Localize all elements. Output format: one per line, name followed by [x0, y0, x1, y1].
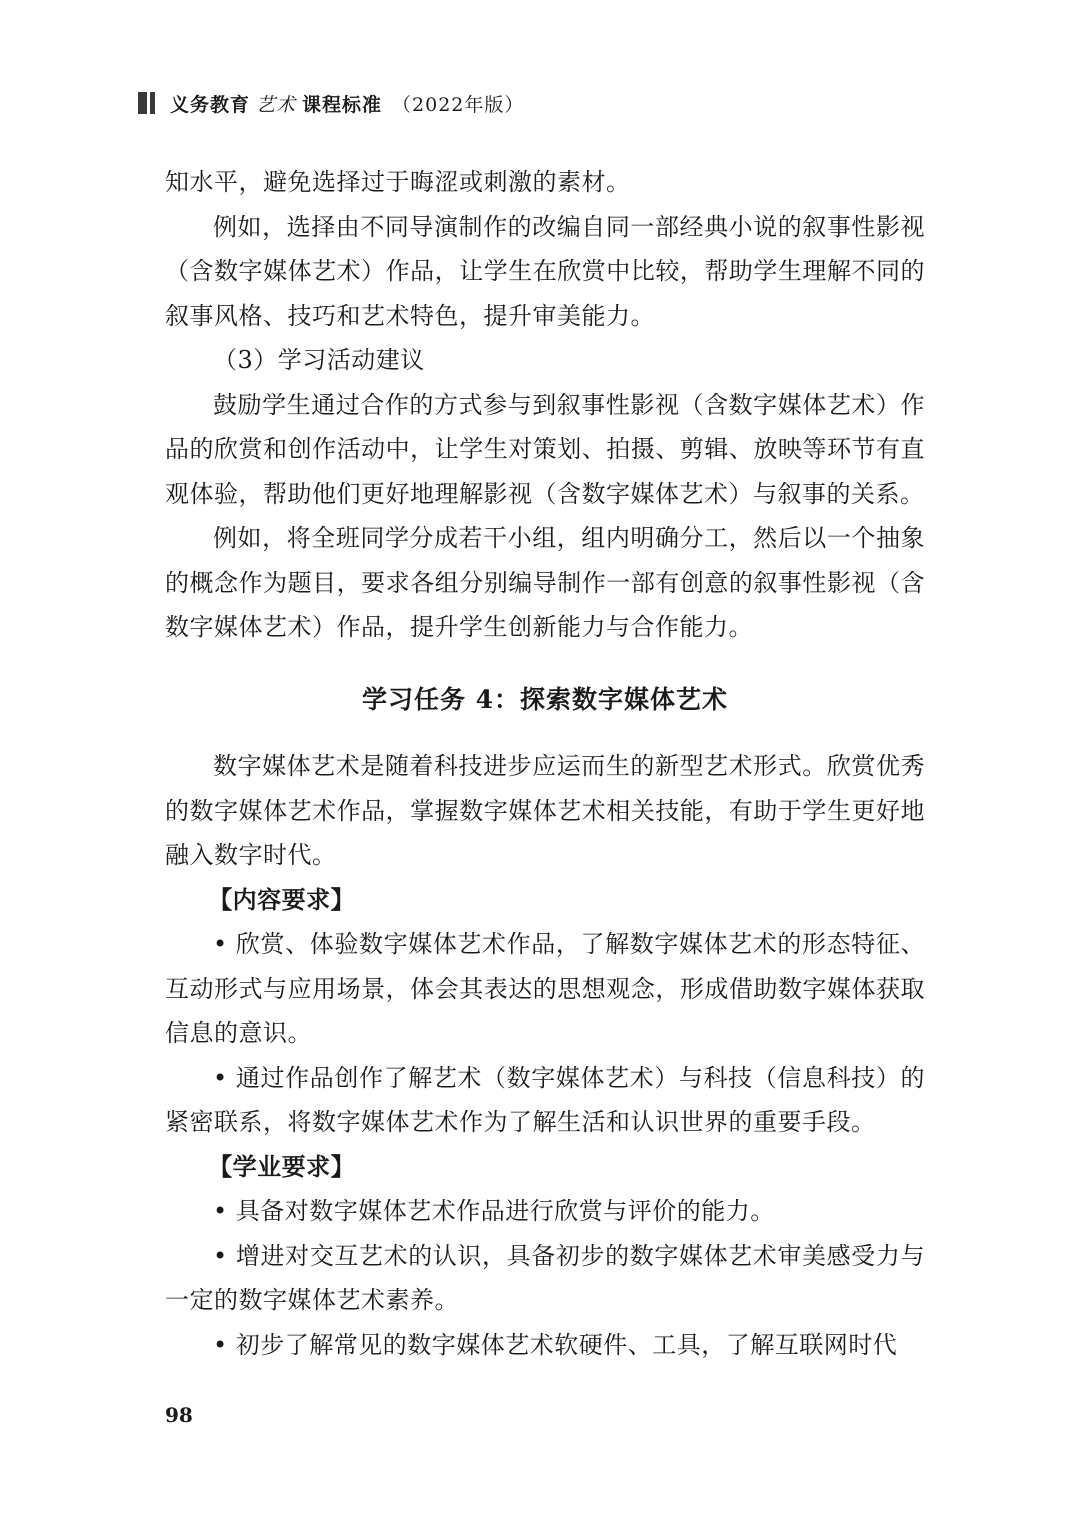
subheading-activity-suggestion: （3）学习活动建议 — [213, 346, 425, 374]
paragraph-activity: 鼓励学生通过合作的方式参与到叙事性影视（含数字媒体艺术）作品的欣赏和创作活动中，让学生对策划、拍摄、剪辑、放映等环节有直观体验，帮助他们更好地理解影视（含数字媒体艺术）与叙事的关系。 — [165, 390, 925, 508]
header-title-part-b: 艺术 — [256, 93, 297, 116]
academic-requirement-item: • 初步了解常见的数字媒体艺术软硬件、工具，了解互联网时代 — [213, 1330, 898, 1359]
content-requirement-item: • 欣赏、体验数字媒体艺术作品，了解数字媒体艺术的形态特征、互动形式与应用场景，体会其表达的思想观念，形成借助数字媒体获取信息的意识。 — [165, 930, 925, 1047]
paragraph-continued: 知水平，避免选择过于晦涩或刺激的素材。 — [165, 168, 631, 196]
header-title-part-a: 义务教育 — [170, 93, 251, 116]
academic-requirements-heading: 【学业要求】 — [208, 1151, 356, 1181]
section-title: 学习任务 4：探索数字媒体艺术 — [361, 684, 729, 714]
header-title-part-c: 课程标准 — [302, 93, 383, 116]
academic-requirement-item: • 具备对数字媒体艺术作品进行欣赏与评价的能力。 — [213, 1197, 775, 1225]
running-header-title — [170, 90, 524, 117]
header-bar-wide — [138, 92, 147, 114]
running-header — [138, 90, 524, 116]
page-number: 98 — [165, 1403, 193, 1427]
content-requirements-heading: 【内容要求】 — [208, 884, 356, 914]
academic-requirement-item: • 增进对交互艺术的认识，具备初步的数字媒体艺术审美感受力与一定的数字媒体艺术素养。 — [165, 1241, 925, 1314]
paragraph-example-2: 例如，将全班同学分成若干小组，组内明确分工，然后以一个抽象的概念作为题目，要求各组分别编导制作一部有创意的叙事性影视（含数字媒体艺术）作品，提升学生创新能力与合作能力。 — [165, 524, 925, 641]
content-requirement-item: • 通过作品创作了解艺术（数字媒体艺术）与科技（信息科技）的紧密联系，将数字媒体艺术作为了解生活和认识世界的重要手段。 — [165, 1063, 925, 1136]
page-body — [165, 160, 925, 1367]
header-edition: （2022年版） — [392, 93, 525, 116]
header-bar-narrow — [150, 92, 155, 114]
paragraph-example-1: 例如，选择由不同导演制作的改编自同一部经典小说的叙事性影视（含数字媒体艺术）作品，让学生在欣赏中比较，帮助学生理解不同的叙事风格、技巧和艺术特色，提升审美能力。 — [165, 212, 925, 330]
header-bars-icon — [138, 92, 158, 114]
section-intro: 数字媒体艺术是随着科技进步应运而生的新型艺术形式。欣赏优秀的数字媒体艺术作品，掌握数字媒体艺术相关技能，有助于学生更好地融入数字时代。 — [165, 752, 925, 869]
